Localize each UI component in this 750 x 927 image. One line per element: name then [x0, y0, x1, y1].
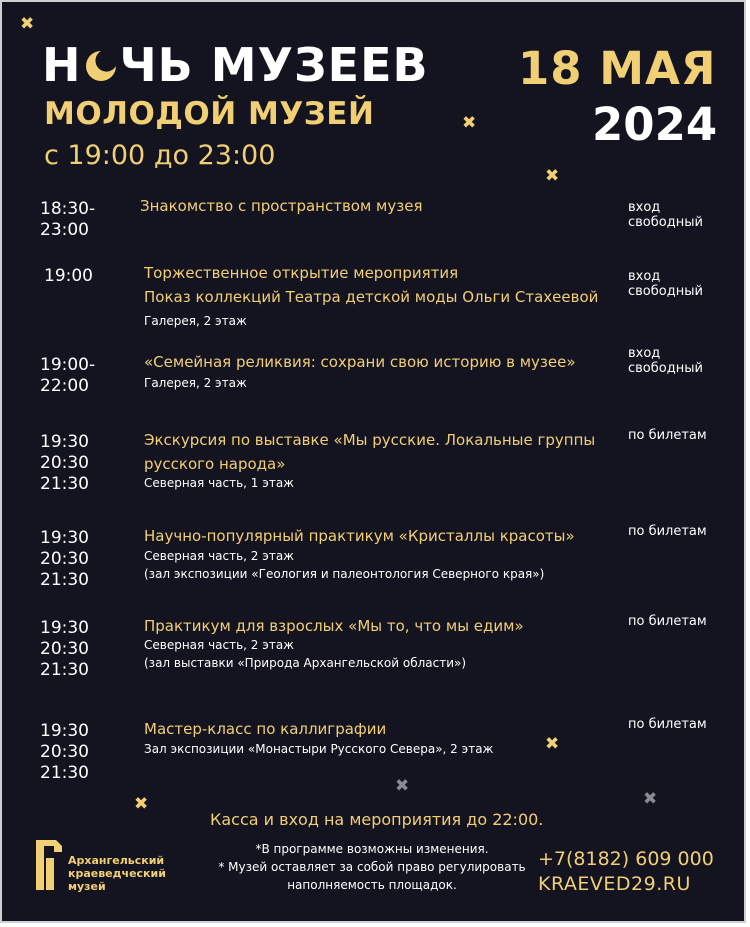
event-time: 19:30: [40, 618, 89, 638]
star-icon: ✖: [643, 789, 658, 809]
entry-type: свободный: [628, 284, 703, 299]
star-icon: ✖: [395, 776, 410, 796]
entry-type: свободный: [628, 215, 703, 230]
event-time: 20:30: [40, 549, 89, 569]
star-icon: ✖: [20, 14, 35, 34]
event-time: 19:00-: [40, 355, 96, 375]
event-time: 21:30: [40, 570, 89, 590]
event-name: Знакомство с пространством музея: [140, 197, 423, 215]
event-date: 18 МАЯ: [518, 42, 717, 95]
event-title: Н ЧЬ МУЗЕЕВ: [42, 38, 429, 92]
entry-type: по билетам: [628, 614, 707, 629]
disclaimer-line: *В программе возможны изменения.: [255, 842, 489, 856]
event-time: 19:00: [44, 266, 93, 286]
event-time: 19:30: [40, 528, 89, 548]
event-name: русского народа»: [144, 455, 286, 473]
star-icon: ✖: [545, 734, 560, 754]
event-name: Экскурсия по выставке «Мы русские. Локальные группы: [144, 431, 596, 449]
event-location: Галерея, 2 этаж: [144, 314, 247, 328]
event-location: Галерея, 2 этаж: [144, 376, 247, 390]
website-link[interactable]: KRAEVED29.RU: [538, 873, 691, 895]
event-name: Торжественное открытие мероприятия: [144, 264, 459, 282]
event-name: «Семейная реликвия: сохрани свою историю в музее»: [144, 353, 576, 371]
event-time: 21:30: [40, 763, 89, 783]
disclaimer: [202, 840, 542, 894]
event-time: 23:00: [40, 220, 89, 240]
museum-name-line: музей: [68, 880, 106, 893]
star-icon: ✖: [545, 166, 560, 186]
box-office-note: Касса и вход на мероприятия до 22:00.: [210, 810, 544, 829]
event-time: 22:00: [40, 376, 89, 396]
star-icon: ✖: [134, 794, 149, 814]
event-location: (зал выставки «Природа Архангельской области»): [144, 656, 467, 670]
museum-logo-icon: [32, 836, 66, 894]
museum-name-line: Архангельский: [68, 854, 165, 867]
event-subtitle: МОЛОДОЙ МУЗЕЙ: [44, 96, 375, 132]
event-time: 21:30: [40, 660, 89, 680]
disclaimer-line: * Музей оставляет за собой право регулировать наполняемость площадок.: [218, 860, 526, 892]
event-time: 20:30: [40, 742, 89, 762]
moon-icon: [83, 48, 119, 84]
entry-type: вход: [628, 269, 661, 284]
event-time: 19:30: [40, 432, 89, 452]
entry-type: по билетам: [628, 524, 707, 539]
museum-name-line: краеведческий: [68, 867, 166, 880]
event-time: 19:30: [40, 721, 89, 741]
event-location: (зал экспозиции «Геология и палеонтология Северного края»): [144, 567, 545, 581]
event-year: 2024: [592, 98, 718, 151]
entry-type: вход: [628, 346, 661, 361]
star-icon: ✖: [462, 113, 477, 133]
event-name: Научно-популярный практикум «Кристаллы красоты»: [144, 527, 575, 545]
event-time: 20:30: [40, 453, 89, 473]
event-name: Мастер-класс по каллиграфии: [144, 720, 387, 738]
event-time: 20:30: [40, 639, 89, 659]
event-location: Северная часть, 2 этаж: [144, 549, 294, 563]
museum-name: [68, 854, 166, 893]
entry-type: свободный: [628, 361, 703, 376]
contact-phone[interactable]: +7(8182) 609 000: [538, 848, 714, 870]
event-location: Северная часть, 1 этаж: [144, 476, 294, 490]
event-name: Практикум для взрослых «Мы то, что мы едим»: [144, 617, 524, 635]
event-location: Зал экспозиции «Монастыри Русского Севера», 2 этаж: [144, 742, 494, 756]
entry-type: вход: [628, 200, 661, 215]
event-time: 18:30-: [40, 199, 96, 219]
entry-type: по билетам: [628, 428, 707, 443]
event-location: Северная часть, 2 этаж: [144, 638, 294, 652]
event-time-range: с 19:00 до 23:00: [44, 140, 276, 171]
entry-type: по билетам: [628, 717, 707, 732]
event-time: 21:30: [40, 474, 89, 494]
event-name: Показ коллекций Театра детской моды Ольги Стахеевой: [144, 288, 599, 306]
